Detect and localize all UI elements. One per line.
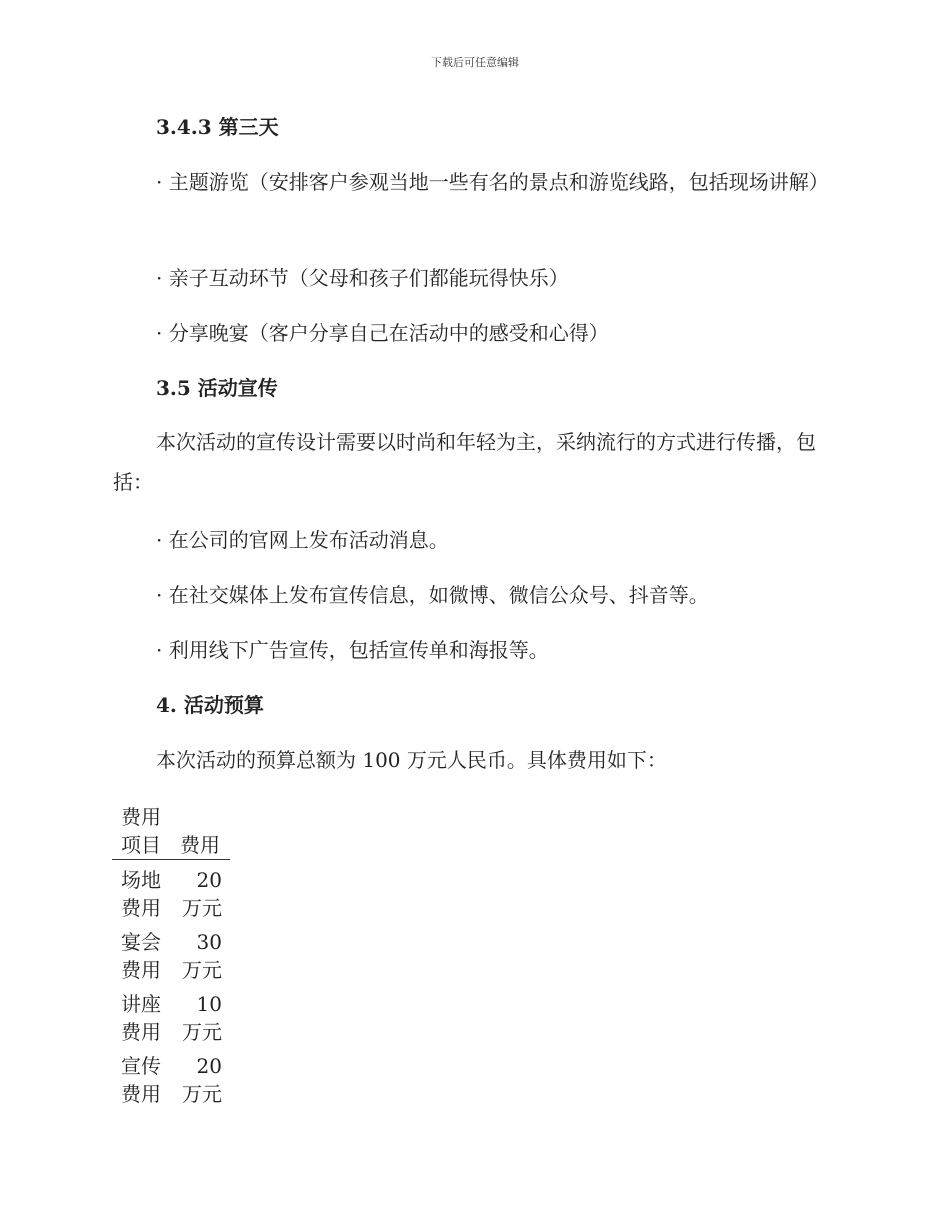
heading-4: 4. 活动预算: [156, 693, 264, 717]
bullet-social-media: · 在社交媒体上发布宣传信息，如微博、微信公众号、抖音等。: [156, 583, 709, 607]
row-cost: 30 万元: [182, 930, 222, 982]
page-header: 下载后可任意编辑: [431, 56, 519, 69]
bullet-offline-ads: · 利用线下广告宣传，包括宣传单和海报等。: [156, 638, 549, 662]
bullet-theme-tour: · 主题游览（安排客户参观当地一些有名的景点和游览线路，包括现场讲解）: [156, 170, 829, 194]
row-cost: 10 万元: [182, 992, 222, 1044]
budget-table: [112, 803, 230, 1114]
table-row: [112, 928, 230, 990]
bullet-parent-child: · 亲子互动环节（父母和孩子们都能玩得快乐）: [156, 266, 569, 290]
promotion-intro: 本次活动的宣传设计需要以时尚和年轻为主，采纳流行的方式进行传播，包括：: [113, 430, 816, 494]
bullet-sharing-dinner: · 分享晚宴（客户分享自己在活动中的感受和心得）: [156, 321, 609, 345]
table-row: [112, 860, 230, 929]
table-row: [112, 990, 230, 1052]
row-item: 宴会费用: [121, 930, 161, 982]
table-header-row: [112, 803, 230, 860]
heading-3-4-3: 3.4.3 第三天: [156, 115, 279, 139]
heading-3-5: 3.5 活动宣传: [156, 376, 278, 400]
row-item: 宣传费用: [121, 1054, 161, 1106]
table-row: [112, 1052, 230, 1114]
bullet-official-site: · 在公司的官网上发布活动消息。: [156, 528, 449, 552]
row-item: 场地费用: [121, 868, 161, 920]
header-item: 费用项目: [121, 805, 161, 857]
row-cost: 20 万元: [182, 868, 222, 920]
row-item: 讲座费用: [121, 992, 161, 1044]
row-cost: 20 万元: [182, 1054, 222, 1106]
header-cost: 费用: [180, 833, 220, 857]
budget-intro: 本次活动的预算总额为 100 万元人民币。具体费用如下：: [156, 748, 667, 772]
